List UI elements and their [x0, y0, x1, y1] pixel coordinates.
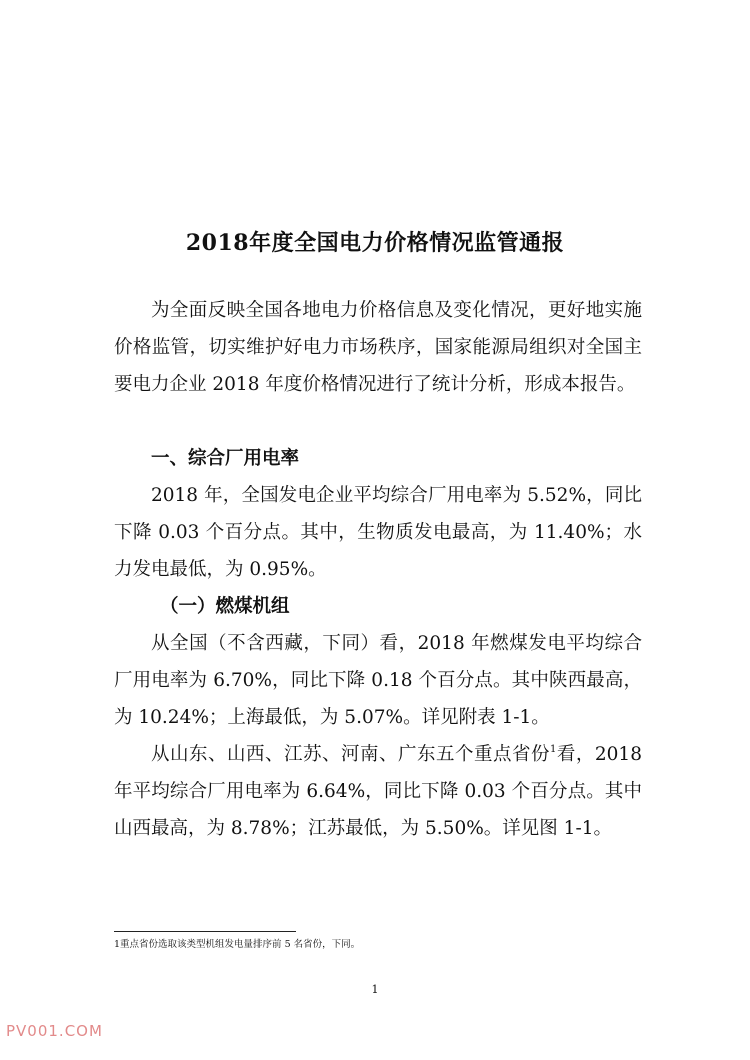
intro-paragraph: 为全面反映全国各地电力价格信息及变化情况，更好地实施价格监管，切实维护好电力市场秩序，国家能源局组织对全国主要电力企业 2018 年度价格情况进行了统计分析，形成本报告。: [114, 300, 642, 395]
section-heading: 一、综合厂用电率: [151, 448, 300, 469]
document-title: 2018年度全国电力价格情况监管通报: [185, 230, 565, 256]
coal-paragraph-1: 从全国（不含西藏，下同）看，2018 年燃煤发电平均综合厂用电率为 6.70%，同比下降 0.18 个百分点。其中陕西最高，为 10.24%；上海最低，为 5.07%。详见附表 1-1。: [114, 633, 642, 728]
footnote-divider: [114, 931, 296, 932]
coal-paragraph-2: [114, 736, 642, 847]
coal-paragraph-2-part-1: 从山东、山西、江苏、河南、广东五个重点省份: [151, 744, 551, 765]
page-number: 1: [371, 983, 379, 996]
subsection-heading: （一）燃煤机组: [160, 596, 290, 617]
coal-paragraph-2-part-2: 看，2018 年平均综合厂用电率为 6.64%，同比下降 0.03 个百分点。其中山西最高，为 8.78%；江苏最低，为 5.50%。详见图 1-1。: [114, 744, 642, 839]
footnote-marker: 1: [550, 744, 557, 755]
section-paragraph: 2018 年，全国发电企业平均综合厂用电率为 5.52%，同比下降 0.03 个百分点。其中，生物质发电最高，为 11.40%；水力发电最低，为 0.95%。: [114, 485, 642, 580]
watermark: PV001.COM: [6, 1022, 103, 1040]
footnote: 1重点省份选取该类型机组发电量排序前 5 名省份，下同。: [114, 939, 361, 950]
